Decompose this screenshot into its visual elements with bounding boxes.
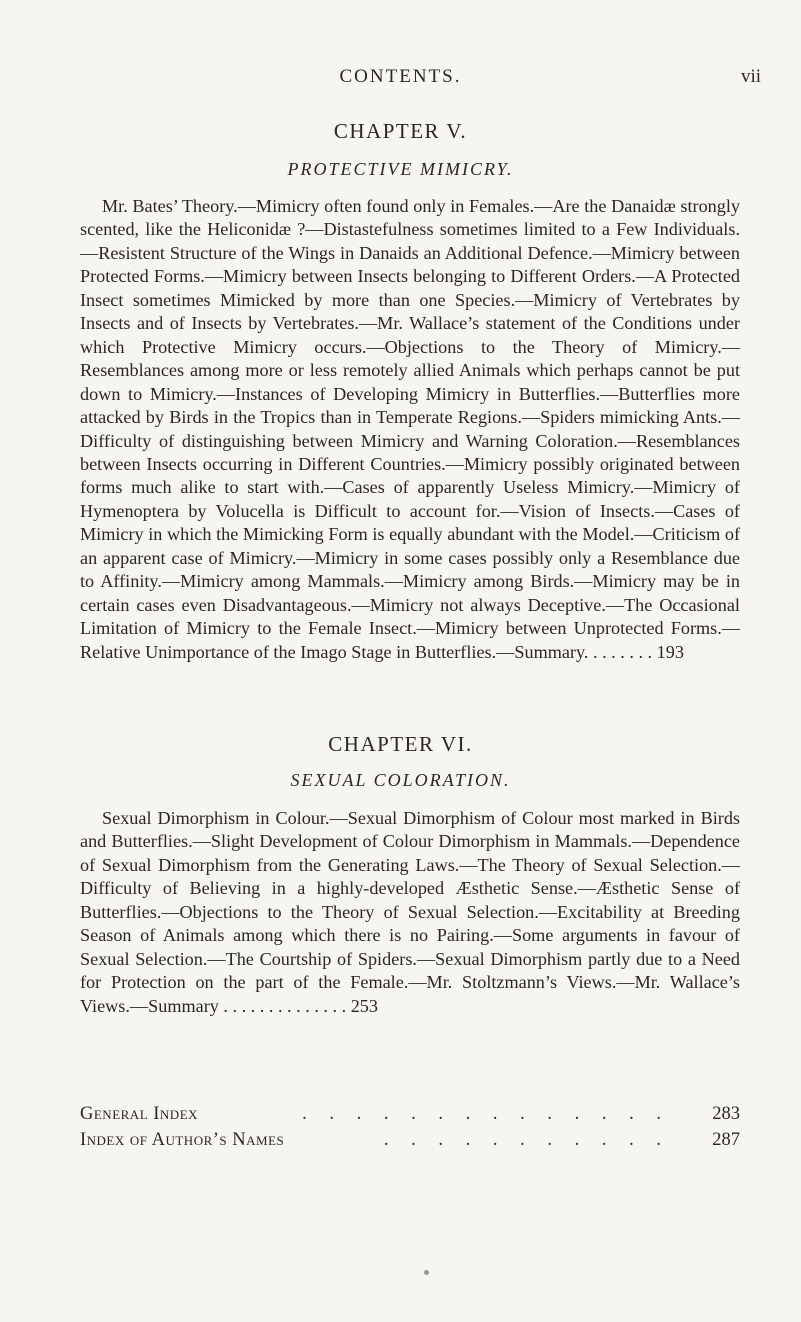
index-label: Index of Author’s Names: [80, 1130, 285, 1150]
chapter-subtitle: PROTECTIVE MIMICRY.: [287, 159, 514, 179]
ink-speck: [424, 1270, 429, 1275]
index-page: 283: [712, 1104, 740, 1124]
chapter-subtitle: SEXUAL COLORATION.: [290, 770, 511, 790]
index-label: General Index: [80, 1104, 199, 1124]
index-page: 287: [712, 1130, 740, 1150]
running-header: [0, 66, 801, 96]
chapter-heading: CHAPTER V.: [333, 119, 468, 143]
running-title: CONTENTS.: [339, 66, 462, 87]
page-number: vii: [740, 66, 761, 87]
chapter-summary-text: Sexual Dimorphism in Colour.—Sexual Dimorphism of Colour most marked in Birds and Butterflies.—Slight Development of Colour Dimorphism in Mammals.—Dependence of Sexual Dimorphism from the Generating Laws.—The Theory of Sexual Selection.—Difficulty of Believing in a highly-developed Æsthetic Sense.—Æsthetic Sense of Butterflies.—Objections to the Theory of Sexual Selection.—Excitability at Breeding Season of Animals among which there is no Pairing.—Some arguments in favour of Sexual Selection.—The Courtship of Spiders.—Sexual Dimorphism partly due to a Need for Protection on the part of the Female.—Mr. Stoltzmann’s Views.—Mr. Wallace’s Views.—Summary . . . . . . . . . . . . . .: [80, 808, 740, 1016]
leader-dots: . . . . . . . . . . .: [383, 1130, 670, 1150]
chapter-heading: CHAPTER VI.: [328, 732, 473, 756]
chapter-summary-text: Mr. Bates’ Theory.—Mimicry often found only in Females.—Are the Danaidæ strongly scented, like the Heliconidæ ?—Distastefulness sometimes limited to a Few Individuals.—Resistent Structure of the Wings in Danaids an Additional Defence.—Mimicry between Protected Forms.—Mimicry between Insects belonging to Different Orders.—A Protected Insect sometimes Mimicked by more than one Species.—Mimicry of Vertebrates by Insects and of Insects by Vertebrates.—Mr. Wallace’s statement of the Conditions under which Protective Mimicry occurs.—Objections to the Theory of Mimicry.—Resemblances among more or less remotely allied Animals which perhaps cannot be put down to Mimicry.—Instances of Developing Mimicry in Butterflies.—Butterflies more attacked by Birds in the Tropics than in Temperate Regions.—Spiders mimicking Ants.—Difficulty of distinguishing between Mimicry and Warning Coloration.—Resemblances between Insects occurring in Different Countries.—Mimicry possibly originated between forms much alike to start with.—Cases of apparently Useless Mimicry.—Mimicry of Hymenoptera by Volucella is Difficult to account for.—Vision of Insects.—Cases of Mimicry in which the Mimicking Form is equally abundant with the Model.—Criticism of an apparent case of Mimicry.—Mimicry in some cases possibly only a Resemblance due to Affinity.—Mimicry among Mammals.—Mimicry among Birds.—Mimicry may be in certain cases even Disadvantageous.—Mimicry not always Deceptive.—The Occasional Limitation of Mimicry to the Female Insect.—Mimicry between Unprotected Forms.—Relative Unimportance of the Imago Stage in Butterflies.—Summary. . . . . . . .: [80, 196, 740, 662]
chapter-page-ref: 253: [350, 995, 378, 1016]
chapter-summary: [80, 195, 740, 664]
chapter-page-ref: 193: [656, 641, 684, 662]
index-entry: [80, 1104, 740, 1128]
index-entry: [80, 1130, 740, 1154]
leader-dots: . . . . . . . . . . . . . .: [302, 1104, 670, 1124]
chapter-summary: [80, 807, 740, 1018]
